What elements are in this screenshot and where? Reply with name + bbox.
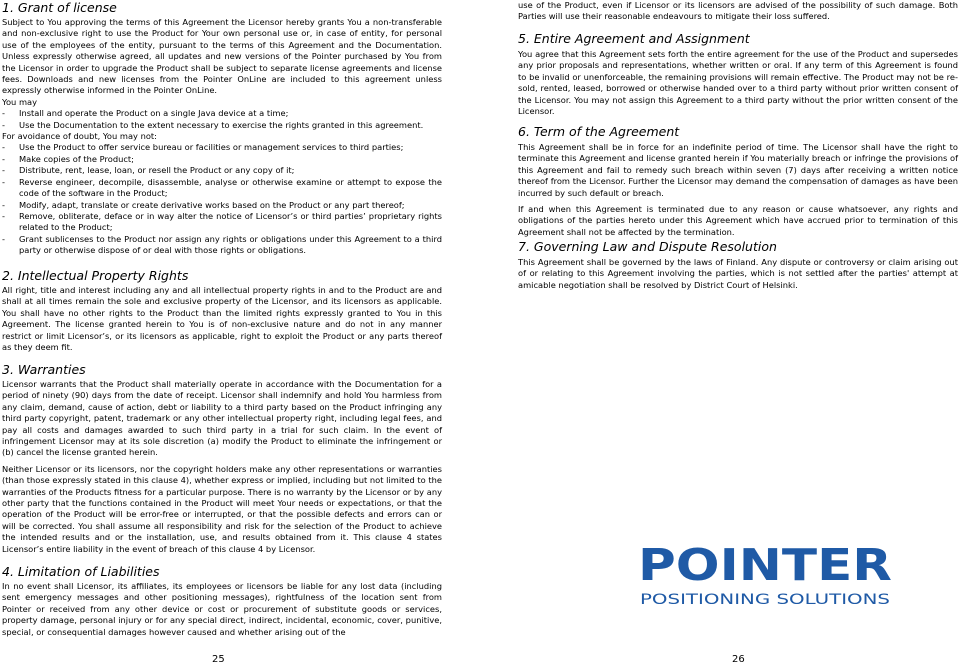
section-heading: 6. Term of the Agreement bbox=[518, 124, 680, 139]
pointer-logo bbox=[636, 540, 894, 610]
may-list bbox=[2, 108, 442, 131]
page-number-left: 25 bbox=[212, 654, 225, 665]
section-intellectual-property bbox=[2, 268, 442, 353]
paragraph: This Agreement shall be governed by the laws of Finland. Any dispute or controversy or claim arising out of or relating to this Agreement involving the parties, which is not settled after the parties' attempt at amicable negotiation shall be resolved by District Court of Helsinki. bbox=[518, 257, 958, 290]
list-item: - Grant sublicenses to the Product nor assign any rights or obligations under this Agreement to a third party or otherwise dispose of or deal with those rights or obligations. bbox=[2, 234, 442, 257]
paragraph: This Agreement shall be in force for an indefinite period of time. The Licensor shall have the right to terminate this Agreement and license granted herein if You materially breach or infringe the provisions of this Agreement and fail to remedy such breach within seven (7) days after receiving a written notice thereof from the Licensor. Further the Licensor may demand the compensation of damages as have been incurred by such default or breach. bbox=[518, 142, 958, 198]
list-item: - Remove, obliterate, deface or in way alter the notice of Licensor’s or third parties’ proprietary rights related to the Product; bbox=[2, 211, 442, 234]
page-number-right: 26 bbox=[732, 654, 745, 665]
logo-tagline: POSITIONING SOLUTIONS bbox=[640, 592, 890, 608]
section-heading: 4. Limitation of Liabilities bbox=[2, 564, 160, 579]
section-term-of-agreement bbox=[518, 124, 958, 238]
may-not-list bbox=[2, 142, 442, 256]
paragraph: Licensor warrants that the Product shall materially operate in accordance with the Documentation for a period of ninety (90) days from the date of receipt. Licensor shall indemnify and hold You harmless from any claim, demand, cause of action, debt or liability to a third party based on the Product infringing any third party copyright, patent, trademark or any other intellectual property right, including legal fees, and pay all costs and damages awarded to such third party in a trial for such claim. In the event of infringement Licensor may at its sole discretion (a) modify the Product to eliminate the infringement or (b) cancel the license granted herein. bbox=[2, 379, 442, 458]
paragraph: use of the Product, even if Licensor or its licensors are advised of the possibility of such damage. Both Parties will use their reasonable endeavours to mitigate their loss suffered. bbox=[518, 0, 958, 22]
list-item: - Modify, adapt, translate or create derivative works based on the Product or any part thereof; bbox=[2, 200, 442, 211]
may-not-intro: For avoidance of doubt, You may not: bbox=[2, 131, 157, 142]
section-grant-of-license bbox=[2, 0, 442, 257]
section-governing-law bbox=[518, 239, 958, 291]
paragraph: Neither Licensor or its licensors, nor the copyright holders make any other representations or warranties (than those expressly stated in this clause 4), whether express or implied, including but not limited to the warranties of the Products fitness for a particular purpose. There is no warranty by the Licensor or by any other party that the functions contained in the Product will meet Your needs or expectations, or that the operation of the Product will be error-free or interrupted, or that the possible defects and errors can or will be corrected. You shall assume all responsibility and risk for the selection of the Product to achieve the intended results and or the installation, use, and results obtained from it. This clause 4 states Licensor’s entire liability in the event of breach of this clause 4 by Licensor. bbox=[2, 463, 442, 554]
paragraph: In no event shall Licensor, its affiliates, its employees or licensors be liable for any lost data (including sent emergency messages and other positioning messages), rightfulness of the location sent from Pointer or received from any other device or cost or procurement of substitute goods or services, property damage, personal injury or for any special direct, indirect, incidental, economic, cover, punitive, special, or consequential damages however caused and whether arising out of the bbox=[2, 581, 442, 637]
list-item: - Distribute, rent, lease, loan, or resell the Product or any copy of it; bbox=[2, 165, 442, 176]
logo-wordmark: POINTER bbox=[638, 540, 892, 591]
section-heading: 7. Governing Law and Dispute Resolution bbox=[518, 239, 777, 254]
paragraph: All right, title and interest including any and all intellectual property rights in and to the Product are and shall at all times remain the sole and exclusive property of the Licensor, and its licensors as applicable. You shall have no other rights to the Product than the limited rights expressly granted to You in this Agreement. The license granted herein to You is of non-exclusive nature and do not in any manner restrict or limit Licensor’s, or its licensors as applicable, right to exploit the Product or any parts thereof as they deem fit. bbox=[2, 285, 442, 353]
may-intro: You may bbox=[2, 96, 38, 107]
section-heading: 1. Grant of license bbox=[2, 0, 117, 15]
section-heading: 2. Intellectual Property Rights bbox=[2, 268, 189, 283]
section-warranties bbox=[2, 362, 442, 555]
section-entire-agreement bbox=[518, 31, 958, 117]
continued-paragraph-block bbox=[518, 0, 958, 23]
grant-paragraph: Subject to You approving the terms of this Agreement the Licensor hereby grants You a non-transferable and non-exclusive right to use the Product for Your own personal use or, in case of entity, for personal use of the employees of the entity, pursuant to the terms of this Agreement and the Documentation. Unless expressly otherwise agreed, all updates and new versions of the Pointer purchased by You from the Licensor in order to upgrade the Product shall be subject to separate license agreements and license fees. Downloads and new licenses from the Pointer OnLine are included to this agreement unless expressly otherwise informed in the Pointer OnLine. bbox=[2, 17, 442, 96]
list-item: - Reverse engineer, decompile, disassemble, analyse or otherwise examine or attempt to expose the code of the software in the Product; bbox=[2, 177, 442, 200]
paragraph: If and when this Agreement is terminated due to any reason or cause whatsoever, any rights and obligations of the parties hereto under this Agreement which have accrued prior to termination of this Agreement shall not be affected by the termination. bbox=[518, 204, 958, 237]
list-item: - Install and operate the Product on a single Java device at a time; bbox=[2, 108, 442, 119]
section-heading: 5. Entire Agreement and Assignment bbox=[518, 31, 750, 46]
paragraph: You agree that this Agreement sets forth the entire agreement for the use of the Product and supersedes any prior proposals and representations, whether written or oral. If any term of this Agreement is found to be invalid or unenforceable, the remaining provisions will remain effective. The Product may not be re-sold, rented, leased, borrowed or otherwise handed over to a third party without prior written consent of the Licensor. You may not assign this Agreement to a third party without the prior written consent of the Licensor. bbox=[518, 49, 958, 117]
list-item: - Make copies of the Product; bbox=[2, 154, 442, 165]
list-item: - Use the Documentation to the extent necessary to exercise the rights granted in this agreement. bbox=[2, 120, 442, 131]
list-item: - Use the Product to offer service bureau or facilities or management services to third parties; bbox=[2, 142, 442, 153]
section-limitation-of-liabilities bbox=[2, 564, 442, 638]
section-heading: 3. Warranties bbox=[2, 362, 86, 377]
